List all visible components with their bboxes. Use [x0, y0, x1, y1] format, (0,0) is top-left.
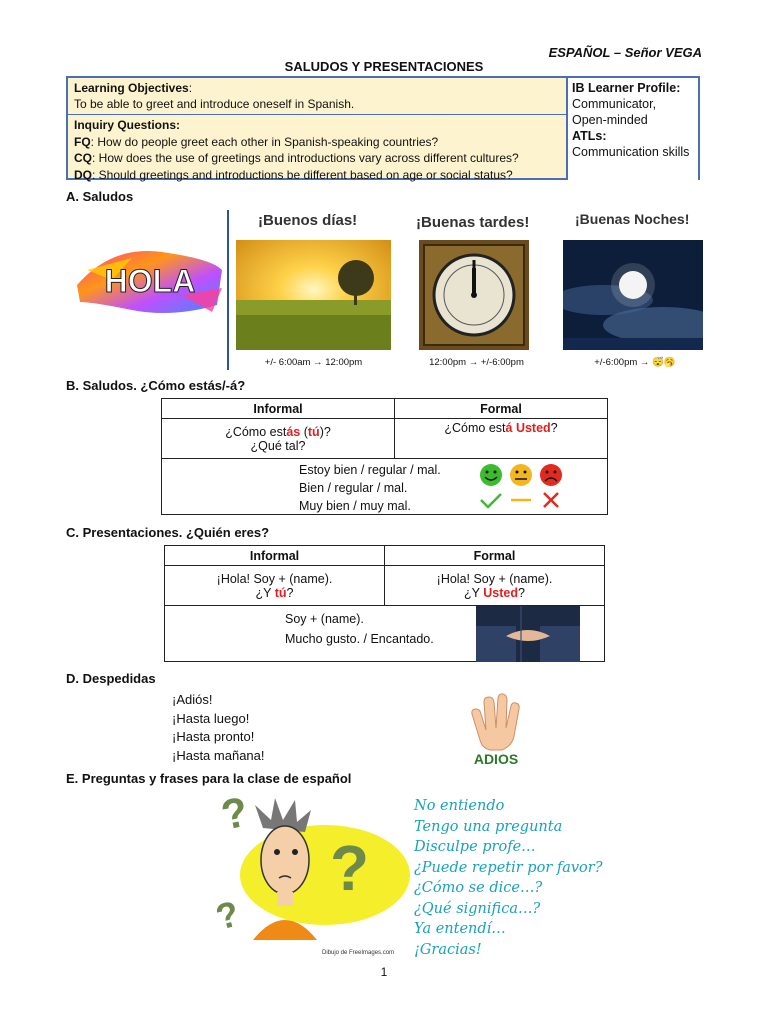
fq-label: FQ — [74, 134, 91, 149]
objectives-box — [66, 76, 700, 180]
class-phrase: ¿Puede repetir por favor? — [414, 859, 603, 876]
class-phrase: ¡Gracias! — [414, 941, 482, 958]
confused-person-image — [205, 790, 410, 960]
learning-objectives — [68, 78, 566, 115]
class-phrase: Tengo una pregunta — [414, 818, 563, 835]
section-d-heading: D. Despedidas — [66, 671, 156, 686]
informal-greeting-cell — [162, 419, 395, 459]
page-title: SALUDOS Y PRESENTACIONES — [284, 59, 484, 74]
handshake-image — [476, 606, 580, 662]
intro-response-line: Mucho gusto. / Encantado. — [285, 632, 434, 646]
hola-logo-image — [72, 240, 227, 320]
ib-label: IB Learner Profile — [572, 81, 677, 95]
informal-q-ending: ás — [286, 424, 301, 439]
page-number: 1 — [380, 965, 388, 979]
iq-colon: : — [176, 118, 181, 132]
lo-label: Learning Objectives — [74, 81, 189, 95]
section-a-divider — [227, 210, 229, 370]
dq-row — [74, 167, 560, 184]
formal-greeting-cell — [395, 419, 608, 459]
section-a-heading: A. Saludos — [66, 189, 134, 204]
informal-q-text: ¿Cómo est — [225, 424, 287, 439]
lo-colon: : — [188, 81, 193, 95]
section-b-heading-rest: . ¿Cómo estás/-á? — [133, 378, 246, 393]
cq-text: : How does the use of greetings and introductions vary across different cultures? — [92, 151, 519, 165]
intro-responses-cell — [165, 606, 605, 662]
class-phrase: ¿Qué significa…? — [414, 900, 541, 917]
class-phrases-list — [414, 796, 603, 960]
informal-y-close: ? — [286, 585, 294, 600]
formal-y-close: ? — [518, 585, 525, 600]
svg-text:?: ? — [330, 832, 370, 904]
informal-q-paren: ( — [300, 424, 308, 439]
adios-label: ADIOS — [473, 751, 519, 767]
informal-y-pronoun: tú — [274, 585, 287, 600]
farewell-item: ¡Hasta pronto! — [172, 729, 255, 744]
cq-label: CQ — [74, 151, 92, 165]
ib-profile — [568, 78, 698, 182]
section-c-heading: C. Presentaciones. ¿Quién eres? — [66, 525, 270, 540]
formal-intro-line: ¡Hola! Soy + (name). — [436, 571, 553, 586]
col-formal-header: Formal — [385, 546, 605, 566]
response-line: Muy bien / muy mal. — [299, 499, 411, 513]
farewell-item: ¡Hasta mañana! — [172, 747, 265, 763]
ib-item: Open-minded — [572, 113, 648, 127]
fq-text: : How do people greet each other in Spanish-speaking countries? — [90, 134, 439, 149]
cq-row — [74, 150, 560, 167]
fq-row — [74, 134, 560, 151]
course-header: ESPAÑOL – Señor VEGA — [548, 45, 702, 60]
intro-response-line: Soy + (name). — [285, 612, 364, 626]
col-informal-header: Informal — [162, 399, 395, 419]
response-line: Estoy bien / regular / mal. — [299, 463, 441, 477]
farewell-item: ¡Adiós! — [172, 692, 213, 707]
atl-colon: : — [602, 129, 607, 143]
waving-hand-image — [462, 690, 530, 768]
atl-text: Communication skills — [572, 145, 690, 159]
informal-intro-line: ¡Hola! Soy + (name). — [216, 571, 333, 586]
class-phrase: Ya entendí… — [414, 921, 506, 937]
saludos-table — [161, 398, 608, 515]
buenas-tardes-caption: 12:00pm → +/-6:00pm — [429, 357, 524, 368]
class-phrase: ¿Cómo se dice…? — [414, 880, 543, 896]
formal-q-close: ? — [550, 421, 558, 435]
night-moon-image — [563, 240, 703, 350]
presentaciones-table — [164, 545, 605, 662]
formal-y-pronoun: Usted — [483, 585, 518, 600]
image-credit: Dibujo de FreeImages.com — [322, 950, 395, 956]
atl-label: ATLs — [572, 129, 603, 143]
formal-q-ending: á Usted — [505, 421, 551, 435]
svg-text:?: ? — [217, 790, 252, 839]
clock-image — [419, 240, 529, 350]
sunrise-image — [236, 240, 391, 350]
objectives-left — [68, 78, 568, 182]
informal-intro-cell — [165, 566, 385, 606]
class-phrase: Disculpe profe… — [414, 839, 536, 855]
que-tal-text: ¿Qué tal? — [250, 438, 306, 453]
dq-text: : Should greetings and introductions be different based on age or social status? — [92, 167, 513, 182]
class-phrase: No entiendo — [414, 798, 505, 814]
buenos-dias-caption: +/- 6:00am → 12:00pm — [264, 357, 363, 368]
formal-y-text: ¿Y — [464, 585, 484, 600]
farewell-list — [172, 691, 265, 765]
responses-cell — [162, 459, 608, 515]
formal-q-text: ¿Cómo est — [444, 421, 506, 435]
buenas-tardes-title: ¡Buenas tardes! — [416, 214, 530, 231]
iq-label: Inquiry Questions — [74, 118, 177, 132]
buenas-noches-caption: +/-6:00pm → 😴🥱 — [594, 357, 676, 368]
svg-text:?: ? — [211, 892, 244, 938]
ib-item: Communicator, — [572, 97, 657, 111]
col-informal-header: Informal — [165, 546, 385, 566]
lo-text: To be able to greet and introduce oneself in Spanish. — [74, 97, 355, 111]
ib-colon: : — [676, 81, 681, 95]
section-e-heading: E. Preguntas y frases para la clase de español — [66, 771, 352, 786]
mood-faces-icon — [477, 462, 567, 512]
informal-q-close: )? — [319, 424, 331, 439]
buenas-noches-title: ¡Buenas Noches! — [575, 211, 690, 227]
section-b-heading-bold: B. Saludos — [66, 378, 134, 393]
col-formal-header: Formal — [395, 399, 608, 419]
buenos-dias-title: ¡Buenos días! — [258, 212, 358, 229]
dq-label: DQ — [74, 167, 92, 182]
inquiry-questions — [68, 115, 566, 185]
hola-logo-text: HOLA — [104, 263, 196, 299]
informal-q-pronoun: tú — [307, 424, 320, 439]
section-b-heading — [66, 378, 245, 393]
farewell-item: ¡Hasta luego! — [172, 710, 250, 726]
formal-intro-cell — [385, 566, 605, 606]
informal-y-text: ¿Y — [255, 585, 275, 600]
response-line: Bien / regular / mal. — [299, 481, 408, 495]
